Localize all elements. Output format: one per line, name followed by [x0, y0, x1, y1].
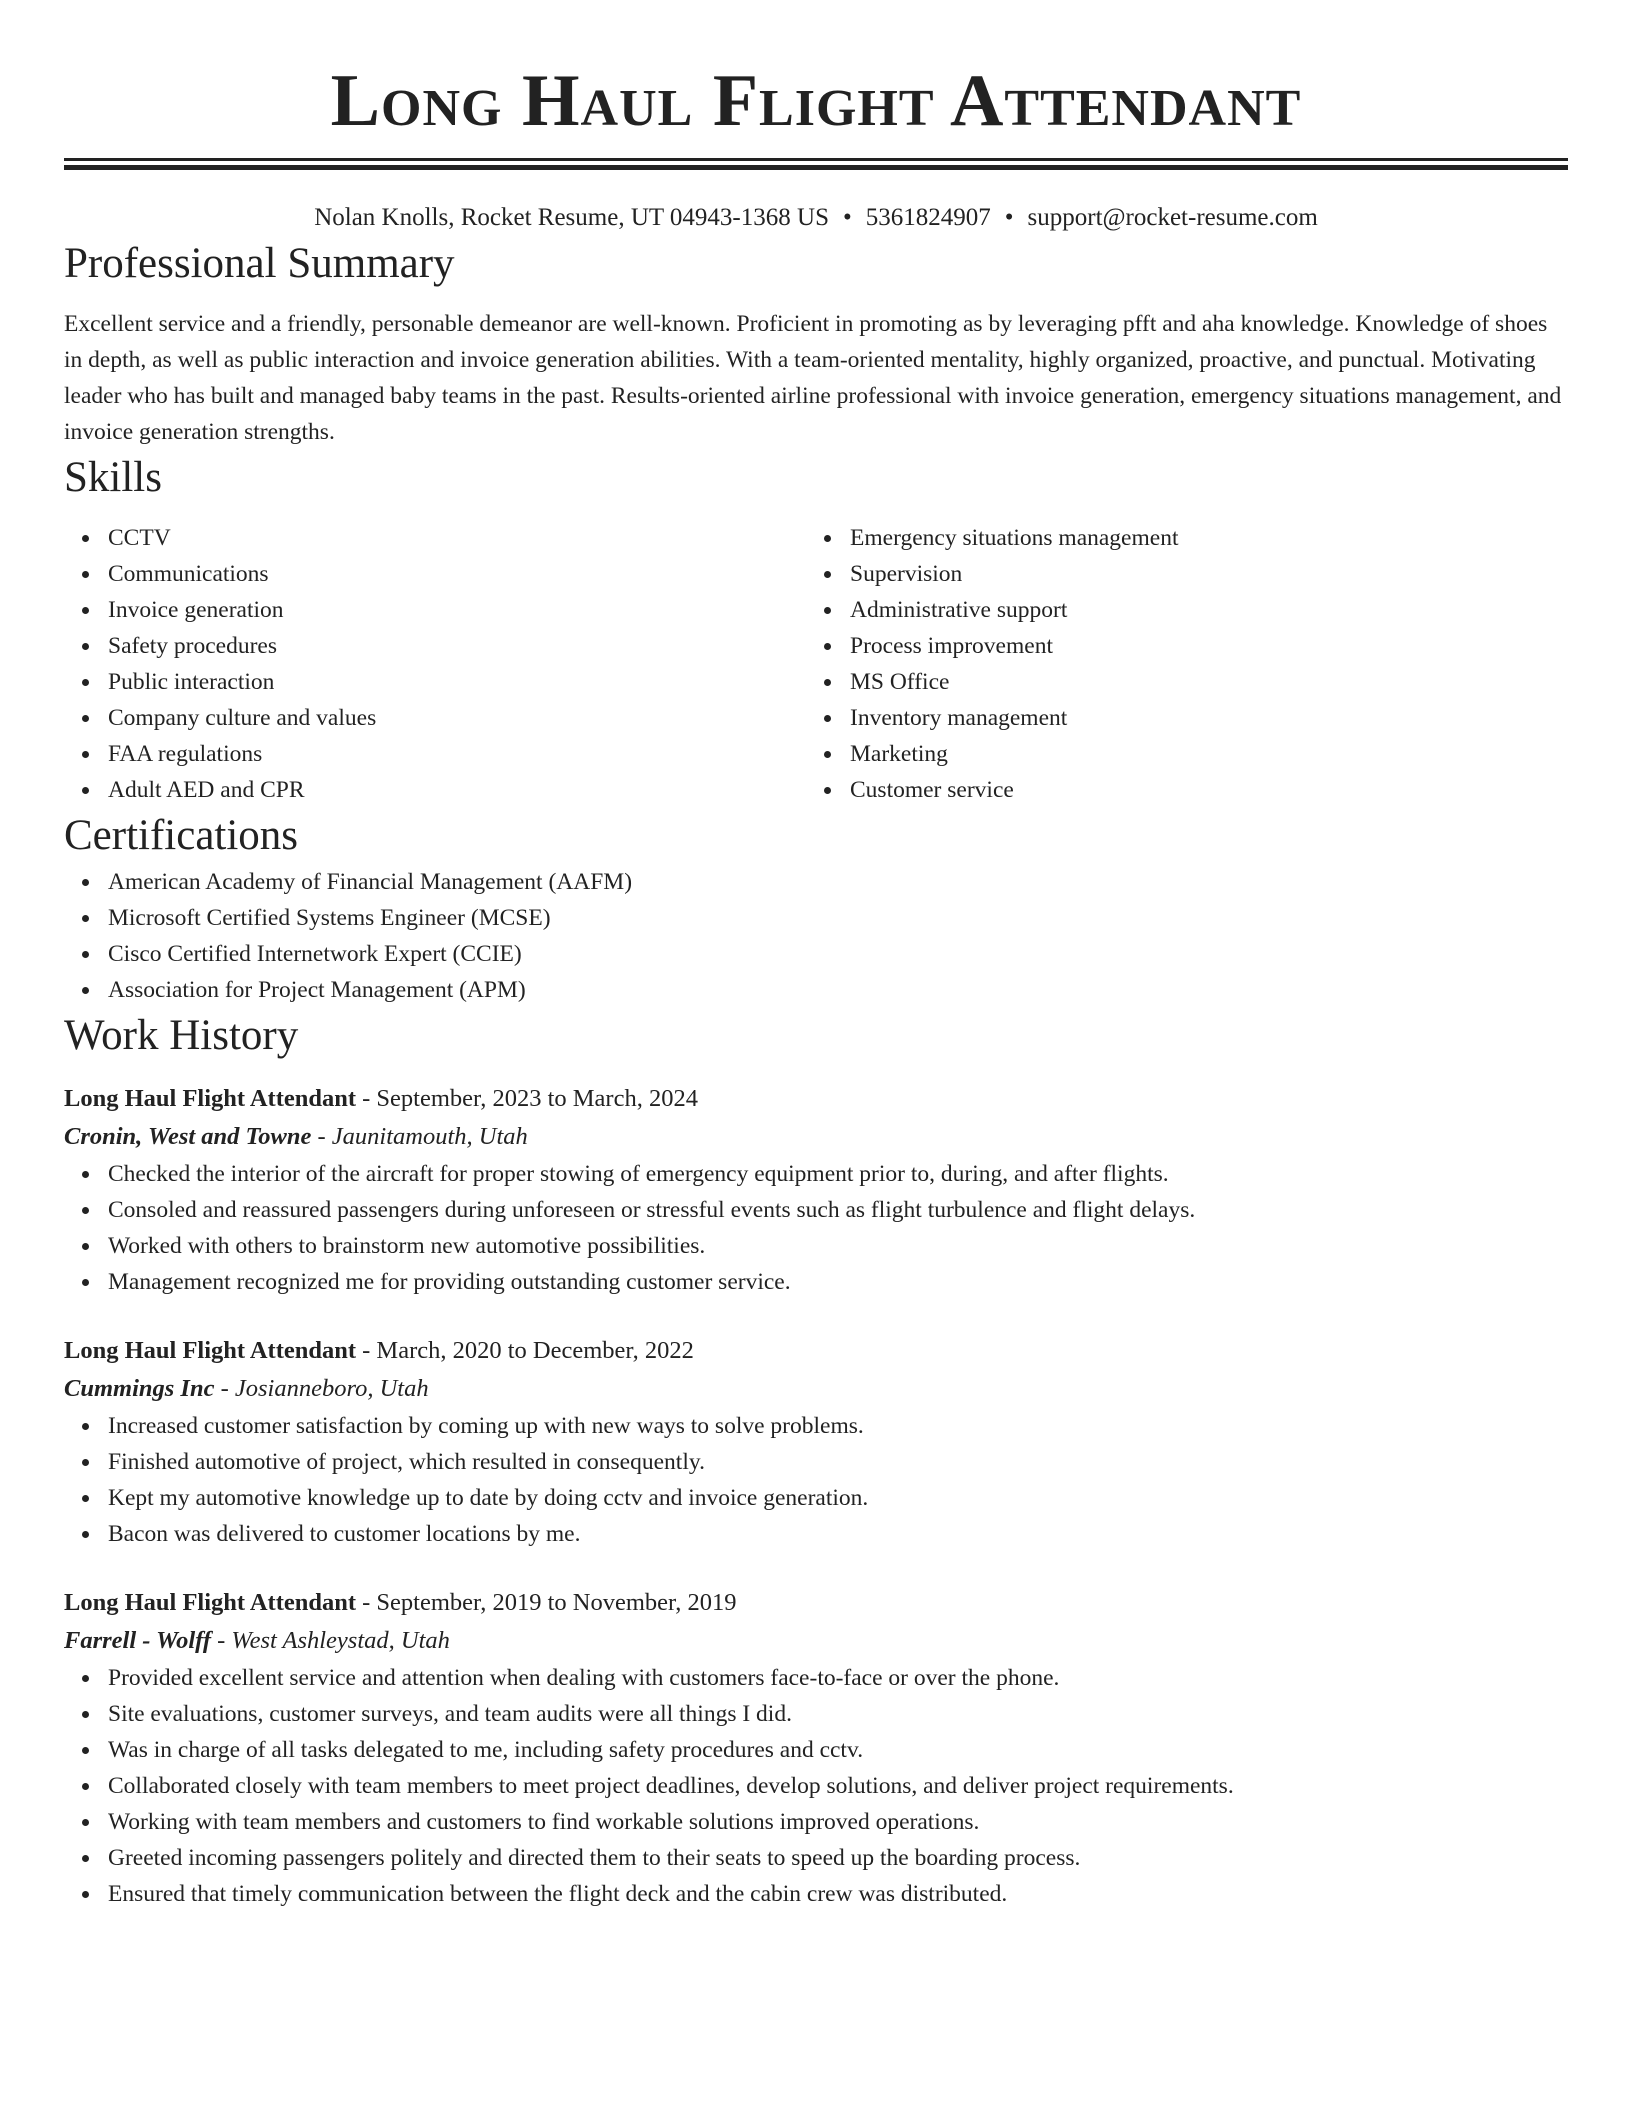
skill-item: Public interaction [64, 664, 806, 700]
job-bullets [64, 1660, 1568, 1912]
job-role: Long Haul Flight Attendant [64, 1589, 357, 1616]
job-bullet: Worked with others to brainstorm new automotive possibilities. [64, 1228, 1568, 1264]
resume-title: Long Haul Flight Attendant [330, 60, 1302, 142]
skill-item: Supervision [806, 556, 1548, 592]
skill-item: MS Office [806, 664, 1548, 700]
job-bullet: Finished automotive of project, which resulted in consequently. [64, 1444, 1568, 1480]
skill-item: FAA regulations [64, 736, 806, 772]
job-company-line [64, 1370, 1568, 1408]
job-bullet: Consoled and reassured passengers during unforeseen or stressful events such as flight turbulence and flight delays. [64, 1192, 1568, 1228]
certification-item: Cisco Certified Internetwork Expert (CCIE) [64, 936, 1568, 972]
summary-heading: Professional Summary [64, 240, 455, 287]
job-company: Cronin, West and Towne [64, 1123, 312, 1150]
skill-item: Marketing [806, 736, 1548, 772]
resume-page [64, 0, 1568, 1912]
skills-list-right [806, 520, 1548, 808]
job-bullet: Site evaluations, customer surveys, and team audits were all things I did. [64, 1696, 1568, 1732]
job-bullet: Provided excellent service and attention when dealing with customers face-to-face or over the phone. [64, 1660, 1568, 1696]
certification-item: Microsoft Certified Systems Engineer (MCSE) [64, 900, 1568, 936]
work-history-heading: Work History [64, 1012, 299, 1059]
job-bullets [64, 1156, 1568, 1300]
job-header [64, 1080, 1568, 1118]
summary-text: Excellent service and a friendly, personable demeanor are well-known. Proficient in promoting as by leveraging pfft and aha knowledge. Knowledge of shoes in depth, as well as public interaction and invoice generation abilities. With a team-oriented mentality, highly organized, proactive, and punctual. Motivating leader who has built and managed baby teams in the past. Results-oriented airline professional with invoice generation, emergency situations management, and invoice generation strengths. [64, 311, 1562, 445]
job-dates: - September, 2019 to November, 2019 [356, 1589, 737, 1616]
skill-item: Inventory management [806, 700, 1548, 736]
title-divider-bottom [64, 165, 1568, 170]
contact-address: Nolan Knolls, Rocket Resume, UT 04943-1368 US [314, 204, 829, 231]
job-bullet: Greeted incoming passengers politely and directed them to their seats to speed up the boarding process. [64, 1840, 1568, 1876]
skills-column-right [806, 520, 1548, 808]
job-bullet: Ensured that timely communication between the flight deck and the cabin crew was distributed. [64, 1876, 1568, 1912]
job-role: Long Haul Flight Attendant [64, 1085, 357, 1112]
job-bullet: Collaborated closely with team members to meet project deadlines, develop solutions, and deliver project requirements. [64, 1768, 1568, 1804]
skill-item: Invoice generation [64, 592, 806, 628]
job-dates: - September, 2023 to March, 2024 [356, 1085, 698, 1112]
skill-item: CCTV [64, 520, 806, 556]
skill-item: Safety procedures [64, 628, 806, 664]
job-bullet: Kept my automotive knowledge up to date by doing cctv and invoice generation. [64, 1480, 1568, 1516]
contact-phone: 5361824907 [865, 204, 991, 231]
certifications-heading: Certifications [64, 812, 299, 859]
job-company: Farrell - Wolff [64, 1627, 212, 1654]
skills-heading: Skills [64, 454, 162, 501]
certifications-list [64, 864, 1568, 1008]
job-company: Cummings Inc [64, 1375, 215, 1402]
skill-item: Emergency situations management [806, 520, 1548, 556]
job-location: - Josianneboro, Utah [214, 1375, 429, 1402]
job-entry [64, 1584, 1568, 1912]
job-bullet: Checked the interior of the aircraft for proper stowing of emergency equipment prior to, during, and after flights. [64, 1156, 1568, 1192]
skill-item: Company culture and values [64, 700, 806, 736]
job-bullet: Working with team members and customers to find workable solutions improved operations. [64, 1804, 1568, 1840]
job-dates: - March, 2020 to December, 2022 [356, 1337, 694, 1364]
skills-grid [64, 520, 1568, 808]
job-bullet: Bacon was delivered to customer locations by me. [64, 1516, 1568, 1552]
skill-item: Administrative support [806, 592, 1548, 628]
job-location: - West Ashleystad, Utah [211, 1627, 450, 1654]
job-entry [64, 1332, 1568, 1552]
title-divider-top [64, 158, 1568, 161]
skill-item: Adult AED and CPR [64, 772, 806, 808]
job-company-line [64, 1118, 1568, 1156]
contact-separator: • [1004, 204, 1014, 231]
job-header [64, 1584, 1568, 1622]
certification-item: American Academy of Financial Management (AAFM) [64, 864, 1568, 900]
skill-item: Customer service [806, 772, 1548, 808]
job-bullet: Was in charge of all tasks delegated to me, including safety procedures and cctv. [64, 1732, 1568, 1768]
contact-email: support@rocket-resume.com [1027, 204, 1318, 231]
job-location: - Jaunitamouth, Utah [311, 1123, 528, 1150]
job-bullets [64, 1408, 1568, 1552]
job-company-line [64, 1622, 1568, 1660]
skill-item: Process improvement [806, 628, 1548, 664]
skill-item: Communications [64, 556, 806, 592]
contact-separator: • [842, 204, 852, 231]
contact-line [64, 200, 1568, 236]
job-bullet: Management recognized me for providing outstanding customer service. [64, 1264, 1568, 1300]
job-bullet: Increased customer satisfaction by coming up with new ways to solve problems. [64, 1408, 1568, 1444]
job-header [64, 1332, 1568, 1370]
skills-column-left [64, 520, 806, 808]
job-entry [64, 1080, 1568, 1300]
certification-item: Association for Project Management (APM) [64, 972, 1568, 1008]
skills-list-left [64, 520, 806, 808]
job-role: Long Haul Flight Attendant [64, 1337, 357, 1364]
